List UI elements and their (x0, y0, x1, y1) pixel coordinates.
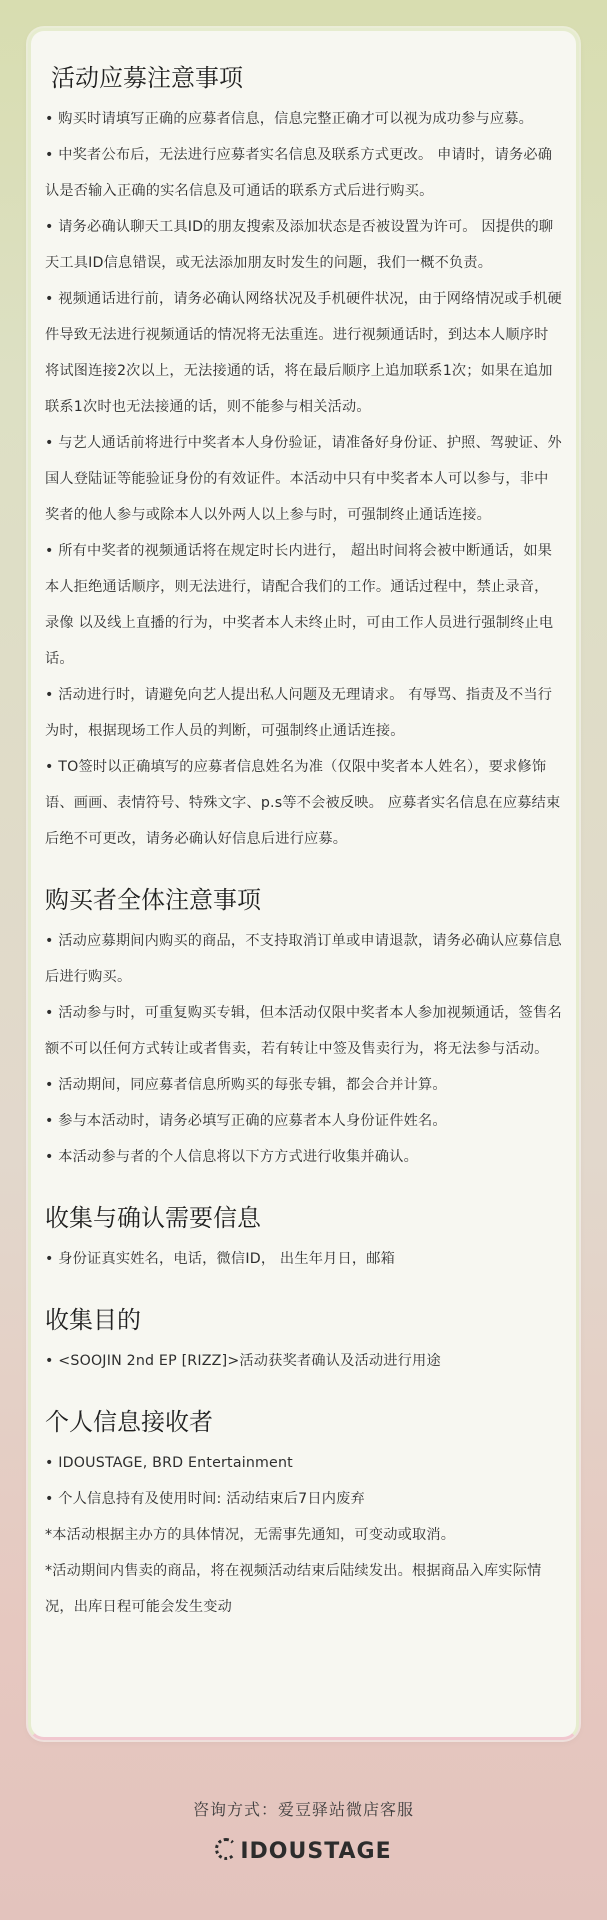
list-item: • 活动应募期间内购买的商品，不支持取消订单或申请退款，请务必确认应募信息后进行购买。 (45, 923, 562, 995)
list-item: • 与艺人通话前将进行中奖者本人身份验证，请准备好身份证、护照、驾驶证、外国人登陆证等能验证身份的有效证件。本活动中只有中奖者本人可以参与，非中奖者的他人参与或除本人以外两人以上参与时，可强制终止通话连接。 (45, 425, 562, 533)
list-item: • 参与本活动时，请务必填写正确的应募者本人身份证件姓名。 (45, 1103, 562, 1139)
list-item: • 视频通话进行前，请务必确认网络状况及手机硬件状况，由于网络情况或手机硬件导致无法进行视频通话的情况将无法重连。进行视频通话时，到达本人顺序时将试图连接2次以上，无法接通的话，将在最后顺序上追加联系1次；如果在追加联系1次时也无法接通的话，则不能参与相关活动。 (45, 281, 562, 425)
section-collection-purpose (45, 1303, 562, 1379)
section-event-notice (45, 61, 562, 857)
footnote: *活动期间内售卖的商品，将在视频活动结束后陆续发出。根据商品入库实际情况，出库日程可能会发生变动 (45, 1563, 542, 1615)
notice-card (28, 28, 579, 1740)
brand-logo-text: IDOUSTAGE (240, 1839, 392, 1864)
list-item: • 个人信息持有及使用时间: 活动结束后7日内废弃 (45, 1481, 562, 1517)
section-title: 收集与确认需要信息 (45, 1204, 261, 1232)
list-item: • 所有中奖者的视频通话将在规定时长内进行， 超出时间将会被中断通话，如果本人拒绝通话顺序，则无法进行，请配合我们的工作。通话过程中，禁止录音，录像 以及线上直播的行为，中奖者本人未终止时，可由工作人员进行强制终止电话。 (45, 533, 562, 677)
list-item: • <SOOJIN 2nd EP [RIZZ]>活动获奖者确认及活动进行用途 (45, 1343, 562, 1379)
list-item: • 请务必确认聊天工具ID的朋友搜索及添加状态是否被设置为许可。 因提供的聊天工具ID信息错误，或无法添加朋友时发生的问题，我们一概不负责。 (45, 209, 562, 281)
list-item: • 活动参与时，可重复购买专辑，但本活动仅限中奖者本人参加视频通话，签售名额不可以任何方式转让或者售卖，若有转让中签及售卖行为，将无法参与活动。 (45, 995, 562, 1067)
section-info-recipient (45, 1405, 562, 1625)
logo-swirl-icon (215, 1838, 237, 1860)
list-item: • 本活动参与者的个人信息将以下方方式进行收集并确认。 (45, 1139, 562, 1175)
list-item: • 活动期间，同应募者信息所购买的每张专辑，都会合并计算。 (45, 1067, 562, 1103)
section-title: 购买者全体注意事项 (45, 886, 261, 914)
brand-logo (0, 1838, 607, 1864)
section-buyer-notice (45, 883, 562, 1175)
footnote: *本活动根据主办方的具体情况，无需事先通知，可变动或取消。 (45, 1527, 456, 1543)
list-item: • 身份证真实姓名，电话，微信ID， 出生年月日，邮箱 (45, 1241, 562, 1277)
list-item: • 购买时请填写正确的应募者信息，信息完整正确才可以视为成功参与应募。 (45, 101, 562, 137)
section-title: 活动应募注意事项 (51, 64, 243, 92)
list-item: • IDOUSTAGE, BRD Entertainment (45, 1445, 562, 1481)
list-item: • 中奖者公布后，无法进行应募者实名信息及联系方式更改。 申请时，请务必确认是否输入正确的实名信息及可通话的联系方式后进行购买。 (45, 137, 562, 209)
contact-info: 咨询方式：爱豆驿站微店客服 (192, 1800, 414, 1819)
list-item: • 活动进行时，请避免向艺人提出私人问题及无理请求。 有辱骂、指责及不当行为时，根据现场工作人员的判断，可强制终止通话连接。 (45, 677, 562, 749)
list-item: • TO签时以正确填写的应募者信息姓名为准（仅限中奖者本人姓名），要求修饰语、画画、表情符号、特殊文字、p.s等不会被反映。 应募者实名信息在应募结束后绝不可更改，请务必确认好信息后进行应募。 (45, 749, 562, 857)
section-title: 收集目的 (45, 1306, 141, 1334)
section-title: 个人信息接收者 (45, 1408, 213, 1436)
section-collected-info (45, 1201, 562, 1277)
